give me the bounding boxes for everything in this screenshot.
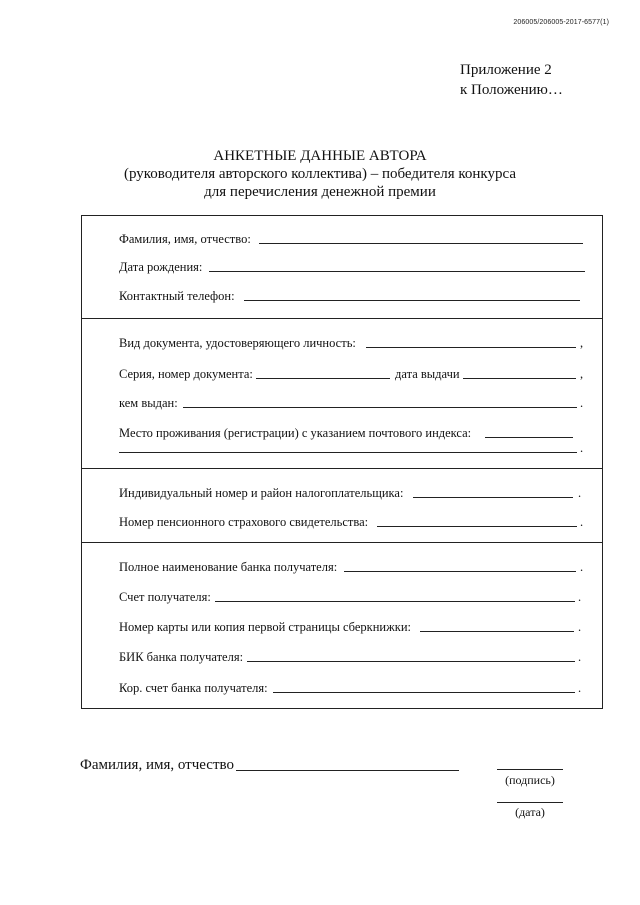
punctuation: , [580,336,584,350]
document-series-label: Серия, номер документа: [119,367,253,381]
id-document-label: Вид документа, удостоверяющего личность: [119,336,356,350]
bank-name-field[interactable] [344,571,576,572]
phone-label: Контактный телефон: [119,289,235,303]
punctuation: . [578,650,582,664]
document-id: 206005/206005-2017-6577(1) [513,19,609,26]
card-label: Номер карты или копия первой страницы сберкнижки: [119,620,411,634]
account-label: Счет получателя: [119,590,211,604]
date-line[interactable] [497,802,563,803]
issue-date-field[interactable] [463,378,576,379]
section-divider [81,542,603,543]
punctuation: . [578,681,582,695]
appendix-note [460,60,563,100]
residence-label: Место проживания (регистрации) с указанием почтового индекса: [119,426,472,440]
birth-date-label: Дата рождения: [119,260,203,274]
issue-date-label: дата выдачи [395,367,460,381]
form-title: АНКЕТНЫЕ ДАННЫЕ АВТОРА [213,148,427,164]
issued-by-field[interactable] [183,407,577,408]
corr-account-field[interactable] [273,692,575,693]
punctuation: . [580,441,584,455]
punctuation: . [580,515,584,529]
section-divider [81,318,603,319]
appendix-line-1: Приложение 2 [460,62,552,78]
bik-field[interactable] [247,661,575,662]
punctuation: . [578,590,582,604]
appendix-line-2: к Положению… [460,82,563,98]
inn-label: Индивидуальный номер и район налогоплательщика: [119,486,404,500]
full-name-field[interactable] [259,243,583,244]
pension-field[interactable] [377,526,577,527]
issued-by-label: кем выдан: [119,396,178,410]
full-name-label: Фамилия, имя, отчество: [119,232,251,246]
card-field[interactable] [420,631,574,632]
punctuation: , [580,367,584,381]
signature-caption: (подпись) [505,773,555,787]
punctuation: . [580,560,584,574]
corr-account-label: Кор. счет банка получателя: [119,681,268,695]
bik-label: БИК банка получателя: [119,650,244,664]
account-field[interactable] [215,601,575,602]
pension-label: Номер пенсионного страхового свидетельства: [119,515,369,529]
residence-field-1[interactable] [485,437,573,438]
date-caption: (дата) [515,805,545,819]
bank-name-label: Полное наименование банка получателя: [119,560,338,574]
form-subtitle: (руководителя авторского коллектива) – победителя конкурса [123,166,517,182]
form-subtitle-2: для перечисления денежной премии [204,184,436,200]
punctuation: . [578,620,582,634]
inn-field[interactable] [413,497,573,498]
phone-field[interactable] [244,300,580,301]
footer-name-field[interactable] [236,770,459,771]
signature-line[interactable] [497,769,563,770]
section-divider [81,468,603,469]
document-series-field[interactable] [256,378,390,379]
footer-name-label: Фамилия, имя, отчество [80,757,234,773]
residence-field-2[interactable] [119,452,577,453]
birth-date-field[interactable] [209,271,585,272]
id-document-field[interactable] [366,347,576,348]
punctuation: . [578,486,582,500]
punctuation: . [580,396,584,410]
